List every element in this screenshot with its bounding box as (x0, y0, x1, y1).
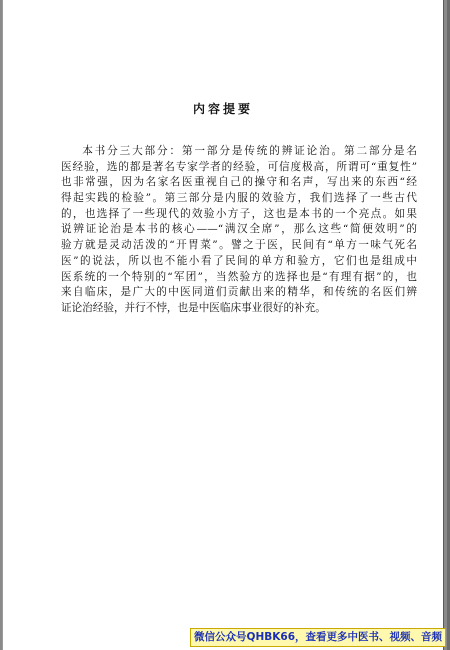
text-line: 本书分三大部分：第一部分是传统的辨证论治。第二部分是名 (82, 145, 417, 157)
text-line: 医经验，选的都是著名专家学者的经验，可信度极高，所谓可“重复性” (61, 160, 417, 173)
page-title: 内容提要 (192, 102, 253, 116)
text-line: 验方就是灵动活泼的“开胃菜”。譬之于医，民间有“单方一味气死名 (61, 239, 417, 252)
text-line: 也非常强，因为名家名医重视自己的操守和名声，写出来的东西“经 (61, 176, 417, 189)
text-line: 证论治经验，并行不悖，也是中医临床事业很好的补充。 (61, 301, 326, 314)
summary-paragraph (61, 144, 417, 317)
text-line: 得起实践的检验”。第三部分是内服的效验方，我们选择了一些古代 (61, 192, 417, 205)
document-page (3, 0, 443, 650)
watermark-banner: 微信公众号QHBK66，查看更多中医书、视频、音频 (190, 628, 446, 647)
text-line: 医系统的一个特别的“军团”，当然验方的选择也是“有理有据”的，也 (61, 270, 417, 283)
text-line: 医”的说法，所以也不能小看了民间的单方和验方，它们也是组成中 (61, 254, 417, 267)
text-line: 说辨证论治是本书的核心——“满汉全席”，那么这些“简便效明”的 (61, 223, 417, 236)
text-line: 来自临床，是广大的中医同道们贡献出来的精华，和传统的名医们辨 (61, 286, 417, 299)
text-line: 的，也选择了一些现代的效验小方子，这也是本书的一个亮点。如果 (61, 207, 417, 220)
